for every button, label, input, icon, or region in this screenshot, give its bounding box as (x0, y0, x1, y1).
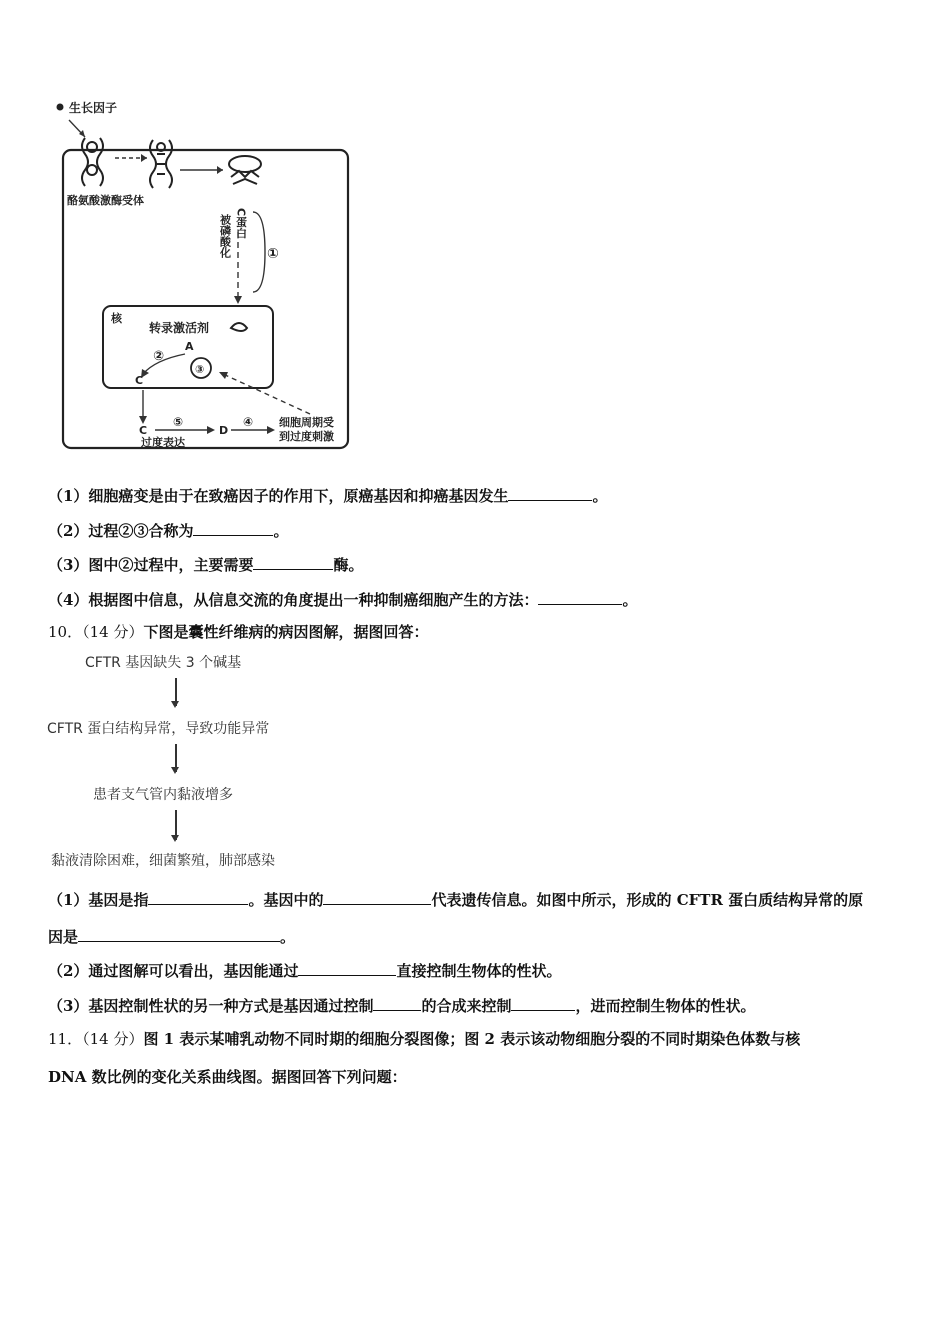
q9-item-1-suffix: 。 (592, 487, 608, 505)
q9-item-1-text: （1）细胞癌变是由于在致癌因子的作用下，原癌基因和抑癌基因发生 (48, 487, 509, 505)
c-protein-icon (229, 156, 261, 184)
activator-icon (231, 323, 247, 331)
c-protein-label: C蛋白 (234, 208, 248, 239)
q10-sub2 (48, 960, 561, 981)
q10-sub1-text-a: （1）基因是指 (48, 891, 149, 909)
q10-sub1-text-b: 。基因中的 (248, 891, 324, 909)
q9-item-1 (48, 485, 607, 506)
circled-3-label: ③ (195, 363, 205, 376)
overexpression-label: 过度表达 (141, 436, 185, 449)
flow-arrow-2 (175, 744, 177, 772)
q9-item-4-suffix: 。 (622, 591, 638, 609)
q10-sub3 (48, 995, 755, 1016)
figure-signaling-pathway (45, 92, 390, 464)
circled-1-label: ① (267, 246, 279, 262)
q9-item-2-text: （2）过程②③合称为 (48, 522, 194, 540)
q9-item-4-blank[interactable] (538, 589, 622, 605)
q10-sub3-blank-1[interactable] (373, 995, 421, 1011)
q10-sub3-blank-2[interactable] (511, 995, 575, 1011)
flow-step-1: CFTR 基因缺失 3 个碱基 (85, 655, 242, 671)
q10-sub1-line2 (48, 926, 295, 947)
q9-item-3-text: （3）图中②过程中，主要需要 (48, 556, 254, 574)
q9-item-3 (48, 554, 363, 575)
q10-sub2-blank[interactable] (298, 960, 396, 976)
q11-line1-text: 图 1 表示某哺乳动物不同时期的细胞分裂图像；图 2 表示该动物细胞分裂的不同时期染色体数与核 (143, 1030, 801, 1048)
circled-4-label: ④ (243, 415, 254, 429)
flow-step-3: 患者支气管内黏液增多 (93, 787, 233, 803)
q9-item-2-blank[interactable] (193, 520, 273, 536)
letter-d-label: D (219, 424, 229, 437)
cell-cycle-label-2: 到过度刺激 (279, 430, 334, 443)
receptor-icon (82, 138, 103, 186)
receptor-label: 酪氨酸激酶受体 (67, 194, 144, 207)
letter-c-label: C (135, 374, 144, 387)
q10-sub1-blank-1[interactable] (148, 889, 248, 905)
q10-sub1-text-d: 因是 (48, 928, 79, 946)
q9-item-3-blank[interactable] (253, 554, 333, 570)
q9-item-1-blank[interactable] (508, 485, 592, 501)
q11-line2-text: DNA 数比例的变化关系曲线图。据图回答下列问题： (48, 1068, 407, 1086)
phosphorylation-label: 被磷酸化 (218, 214, 232, 258)
q10-score: （14 分） (82, 623, 144, 641)
cell-cycle-label-1: 细胞周期受 (279, 416, 334, 429)
q11-number: 11． (48, 1030, 83, 1048)
q10-sub1-line1 (48, 889, 863, 910)
q10-stem (48, 622, 428, 642)
q11-stem-line1 (48, 1029, 800, 1049)
letter-a-label: A (185, 340, 194, 353)
circled-5-label: ⑤ (173, 415, 184, 429)
q11-stem-line2 (48, 1067, 407, 1087)
q10-number: 10． (48, 623, 83, 641)
nucleus-label: 核 (111, 312, 122, 325)
flow-arrow-1 (175, 678, 177, 706)
q9-item-3-suffix: 酶。 (333, 556, 364, 574)
growth-factor-label: 生长因子 (69, 101, 118, 115)
q11-score: （14 分） (82, 1030, 144, 1048)
c-overexpression-letter: C (139, 424, 148, 437)
q10-sub2-text-a: （2）通过图解可以看出，基因能通过 (48, 962, 299, 980)
q9-item-2-suffix: 。 (273, 522, 289, 540)
growth-factor-dot (57, 104, 64, 111)
q10-sub2-text-b: 直接控制生物体的性状。 (396, 962, 562, 980)
q10-stem-text: 下图是囊性纤维病的病因图解，据图回答： (143, 623, 429, 641)
q9-item-4 (48, 589, 637, 610)
circled-2-label: ② (153, 349, 165, 364)
flow-step-4: 黏液清除困难，细菌繁殖，肺部感染 (51, 853, 275, 869)
q10-sub1-text-e: 。 (280, 928, 296, 946)
q10-sub1-blank-3[interactable] (78, 926, 280, 942)
transcription-activator-label: 转录激活剂 (149, 321, 210, 335)
q10-flowchart (45, 648, 315, 876)
flow-step-2: CFTR 蛋白结构异常，导致功能异常 (47, 721, 270, 737)
q10-sub3-text-a: （3）基因控制性状的另一种方式是基因通过控制 (48, 997, 374, 1015)
q10-sub1-text-c: 代表遗传信息。如图中所示，形成的 CFTR 蛋白质结构异常的原 (431, 891, 864, 909)
q9-item-4-text: （4）根据图中信息，从信息交流的角度提出一种抑制癌细胞产生的方法： (48, 591, 539, 609)
flow-arrow-3 (175, 810, 177, 840)
q10-sub1-blank-2[interactable] (323, 889, 431, 905)
receptor-dimer-icon (150, 140, 172, 188)
q10-sub3-text-c: ，进而控制生物体的性状。 (575, 997, 756, 1015)
q9-item-2 (48, 520, 288, 541)
q10-sub3-text-b: 的合成来控制 (421, 997, 512, 1015)
